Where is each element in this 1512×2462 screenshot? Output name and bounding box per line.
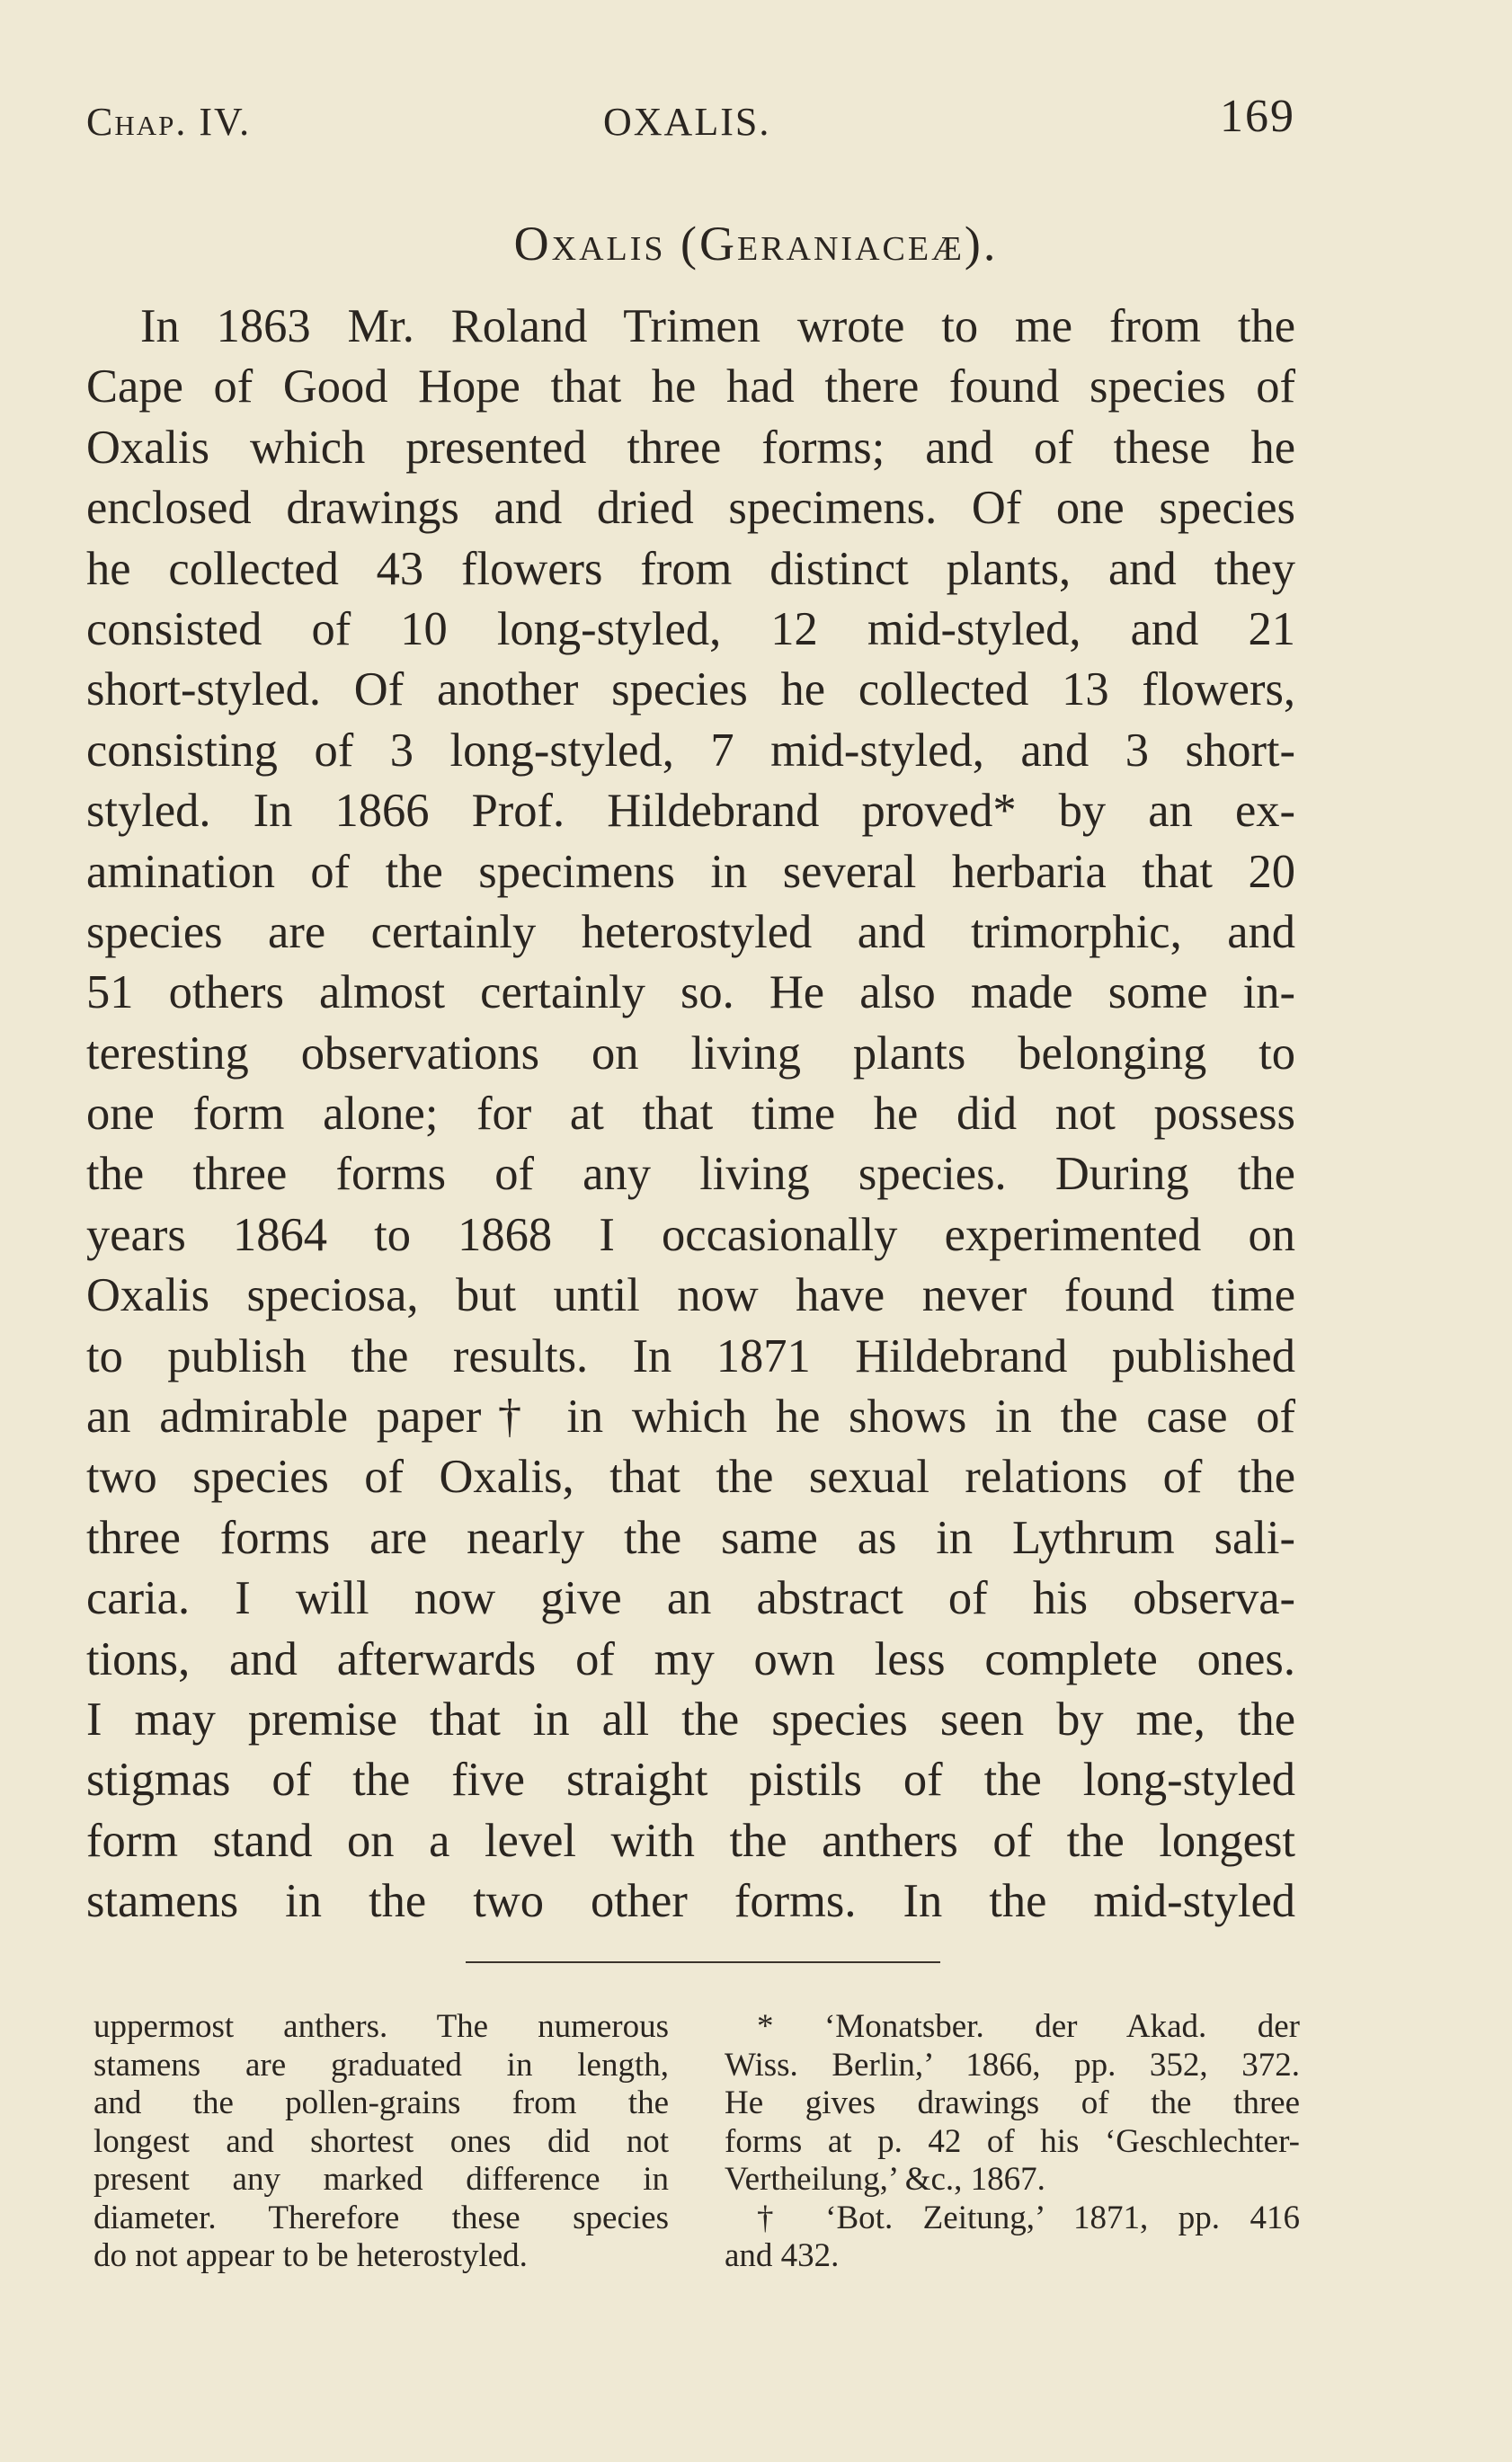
- footnote-line: do not appear to be heterostyled.: [93, 2237, 528, 2274]
- body-line: he collected 43 flowers from distinct plants, and they: [86, 542, 1295, 595]
- footnote-line: present any marked difference in: [93, 2161, 669, 2198]
- footnote-line: and the pollen-grains from the: [93, 2084, 669, 2121]
- body-line: the three forms of any living species. During the: [86, 1148, 1295, 1201]
- body-line: two species of Oxalis, that the sexual relations of the: [86, 1451, 1295, 1504]
- body-line: consisted of 10 long-styled, 12 mid-styled, and 21: [86, 602, 1295, 655]
- body-line: Oxalis speciosa, but until now have never found time: [86, 1269, 1295, 1322]
- footnote-column-right: [725, 2008, 1300, 2276]
- footnote-line: diameter. Therefore these species: [93, 2199, 669, 2236]
- running-head: [86, 90, 1295, 153]
- body-line: caria. I will now give an abstract of his observa-: [86, 1572, 1295, 1625]
- body-line: short-styled. Of another species he collected 13 flowers,: [86, 663, 1295, 716]
- footnote-line: forms at p. 42 of his ‘Geschlechter-: [725, 2122, 1300, 2160]
- running-title: OXALIS.: [603, 100, 771, 144]
- body-line: consisting of 3 long-styled, 7 mid-styled, and 3 short-: [86, 724, 1295, 777]
- body-line: In 1863 Mr. Roland Trimen wrote to me from the: [140, 300, 1295, 352]
- footnote-line: Wiss. Berlin,’ 1866, pp. 352, 372.: [725, 2046, 1300, 2084]
- body-line: an admirable paper† in which he shows in the case of: [86, 1391, 1295, 1444]
- body-line: I may premise that in all the species seen by me, the: [86, 1693, 1295, 1746]
- body-line: one form alone; for at that time he did not possess: [86, 1088, 1295, 1141]
- body-line: styled. In 1866 Prof. Hildebrand proved* by an ex-: [86, 785, 1295, 838]
- body-line: teresting observations on living plants belonging to: [86, 1027, 1295, 1080]
- page-number: 169: [1220, 91, 1295, 142]
- body-line: enclosed drawings and dried specimens. Of one species: [86, 482, 1295, 535]
- body-text: [86, 297, 1295, 1933]
- footnote-line: stamens are graduated in length,: [93, 2046, 669, 2084]
- body-line: Oxalis which presented three forms; and of these he: [86, 421, 1295, 474]
- footnote-line: He gives drawings of the three: [725, 2084, 1300, 2121]
- body-line: three forms are nearly the same as in Lythrum sali-: [86, 1511, 1295, 1564]
- footnote-line: Vertheilung,’ &c., 1867.: [725, 2161, 1045, 2198]
- footnote-line: * ‘Monatsber. der Akad. der: [757, 2008, 1300, 2045]
- chapter-label: Chap. IV.: [86, 100, 252, 144]
- footnote-line: uppermost anthers. The numerous: [93, 2008, 669, 2045]
- body-line: tions, and afterwards of my own less complete ones.: [86, 1632, 1295, 1685]
- body-line: to publish the results. In 1871 Hildebrand published: [86, 1329, 1295, 1382]
- body-line: stamens in the two other forms. In the mid-styled: [86, 1875, 1295, 1928]
- footnote-line: † ‘Bot. Zeitung,’ 1871, pp. 416: [757, 2199, 1300, 2236]
- body-line: form stand on a level with the anthers of the longest: [86, 1814, 1295, 1867]
- body-line: stigmas of the five straight pistils of the long-styled: [86, 1754, 1295, 1807]
- body-line: years 1864 to 1868 I occasionally experimented on: [86, 1208, 1295, 1261]
- footnote-divider: [466, 1961, 940, 1963]
- body-line: Cape of Good Hope that he had there found species of: [86, 360, 1295, 413]
- footnote-line: longest and shortest ones did not: [93, 2122, 669, 2160]
- footnote-line: and 432.: [725, 2237, 840, 2274]
- section-title: Oxalis (Geraniaceæ).: [513, 217, 999, 271]
- body-line: amination of the specimens in several herbaria that 20: [86, 845, 1295, 898]
- footnote-column-left: [93, 2008, 669, 2276]
- body-line: species are certainly heterostyled and trimorphic, and: [86, 905, 1295, 958]
- body-line: 51 others almost certainly so. He also made some in-: [86, 966, 1295, 1019]
